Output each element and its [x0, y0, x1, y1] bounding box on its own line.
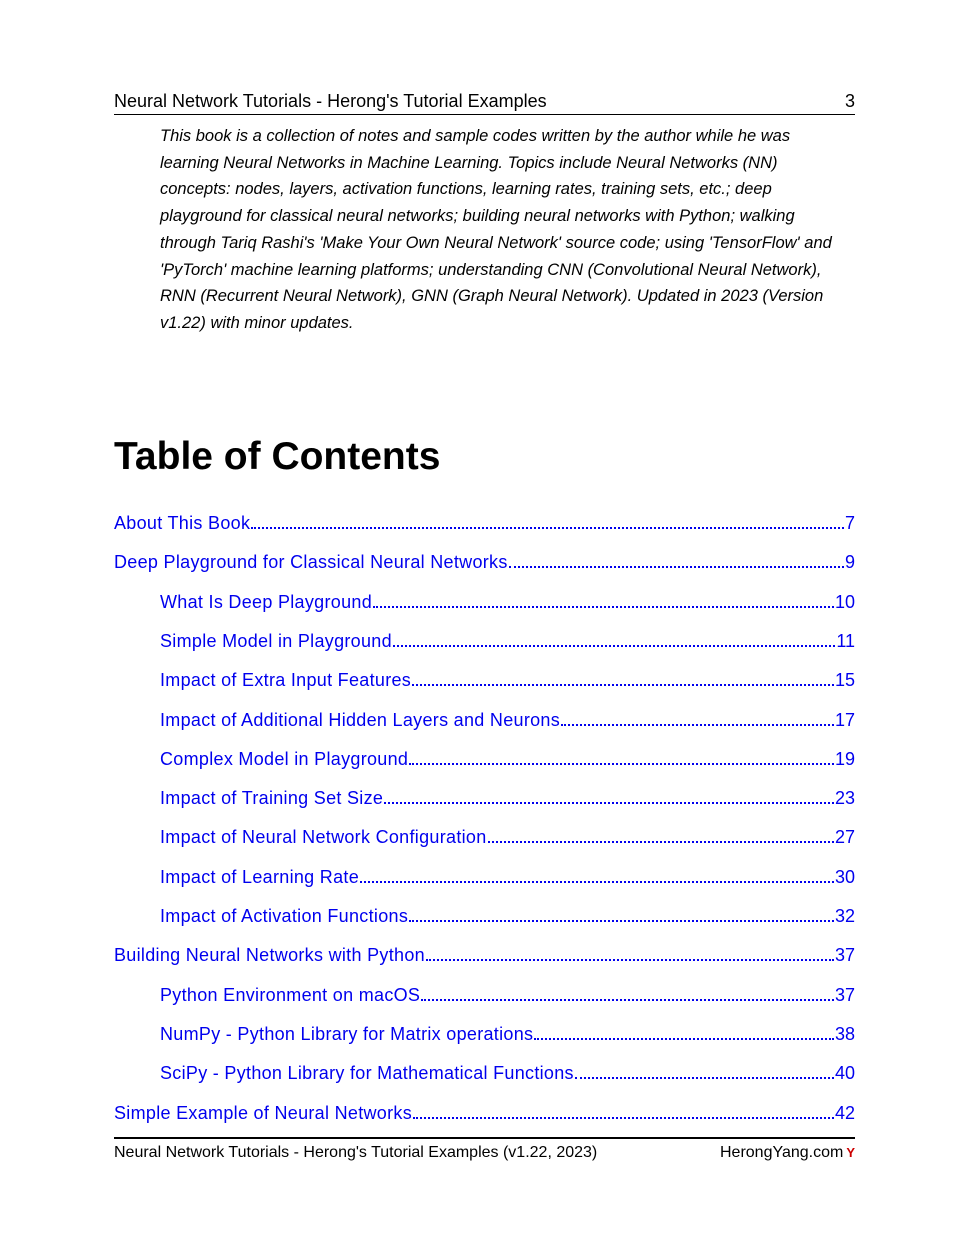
toc-leader-dots — [413, 1116, 834, 1119]
toc-leader-dots — [251, 526, 844, 529]
toc-leader-dots — [509, 565, 844, 568]
toc-entry-page: 11 — [836, 630, 855, 651]
toc-entry-page: 32 — [834, 906, 855, 926]
toc-leader-dots — [409, 919, 834, 922]
toc-entry-title: Impact of Extra Input Features — [160, 670, 412, 691]
toc-entry[interactable] — [160, 707, 855, 733]
toc-leader-dots — [421, 998, 834, 1001]
page-header — [114, 90, 855, 115]
toc-entry[interactable] — [160, 864, 855, 890]
toc-leader-dots — [384, 801, 834, 804]
toc-entry[interactable] — [160, 903, 855, 929]
toc-leader-dots — [561, 723, 834, 726]
book-abstract: This book is a collection of notes and sample codes written by the author while he was learning Neural Networks in Machine Learning. Topics include Neural Networks (NN) concepts: nodes, layers, activation functions, learning rates, training sets, etc.; deep playground for classical neural networks; building neural networks with Python; walking through Tariq Rashi's 'Make Your Own Neural Network' source code; using 'TensorFlow' and 'PyTorch' machine learning platforms; understanding CNN (Convolutional Neural Network), RNN (Recurrent Neural Network), GNN (Graph Neural Network). Updated in 2023 (Version v1.22) with minor updates. — [160, 127, 832, 332]
toc-entry-title: Impact of Neural Network Configuration — [160, 827, 487, 848]
toc-entry-page: 19 — [834, 748, 855, 769]
toc-entry[interactable] — [114, 1100, 855, 1126]
footer-site-name: HerongYang.com — [720, 1144, 844, 1161]
toc-entry-title: About This Book — [114, 513, 251, 533]
toc-entry[interactable] — [160, 628, 855, 654]
toc-entry-page: 9 — [844, 552, 855, 573]
toc-entry-title: Impact of Activation Functions — [160, 906, 409, 926]
toc-entry-page: 7 — [844, 513, 855, 533]
toc-entry-page: 37 — [834, 945, 855, 966]
toc-leader-dots — [426, 958, 834, 961]
toc-entry[interactable] — [114, 510, 855, 536]
toc-entry-page: 10 — [834, 591, 855, 612]
toc-leader-dots — [373, 605, 834, 608]
toc-entry-title: Building Neural Networks with Python — [114, 945, 425, 966]
toc-entry-title: Complex Model in Playground — [160, 748, 409, 769]
toc-leader-dots — [412, 683, 834, 686]
toc-entry-title: Python Environment on macOS — [160, 984, 421, 1005]
toc-entry-page: 42 — [834, 1102, 855, 1123]
toc-leader-dots — [534, 1037, 834, 1040]
toc-entry-page: 23 — [834, 788, 855, 809]
toc-entry-page: 15 — [834, 670, 855, 691]
toc-entry[interactable] — [160, 982, 855, 1008]
toc-entry-page: 17 — [834, 709, 855, 730]
toc-entry-title: Impact of Additional Hidden Layers and Neurons — [160, 709, 561, 730]
toc-entry[interactable] — [160, 589, 855, 615]
header-title: Neural Network Tutorials - Herong's Tutorial Examples — [114, 91, 547, 111]
toc-entry-title: Simple Example of Neural Networks — [114, 1102, 413, 1123]
toc-leader-dots — [393, 644, 835, 647]
toc-entry-page: 30 — [834, 866, 855, 887]
toc-entry-title: SciPy - Python Library for Mathematical Functions — [160, 1063, 574, 1084]
toc-entry[interactable] — [160, 824, 855, 850]
toc-entry[interactable] — [160, 667, 855, 693]
toc-entry[interactable] — [160, 1060, 855, 1086]
toc-entry[interactable] — [160, 785, 855, 811]
toc-leader-dots — [575, 1076, 834, 1079]
toc-leader-dots — [409, 762, 834, 765]
toc-entry-title: Deep Playground for Classical Neural Networks — [114, 552, 508, 573]
toc-leader-dots — [488, 840, 834, 843]
footer-brand — [720, 1143, 855, 1163]
toc-entry[interactable] — [160, 746, 855, 772]
page-footer — [114, 1137, 855, 1163]
footer-book-title: Neural Network Tutorials - Herong's Tutorial Examples (v1.22, 2023) — [114, 1144, 598, 1161]
toc-entry-title: Impact of Training Set Size — [160, 788, 384, 809]
toc-entry-title: NumPy - Python Library for Matrix operations — [160, 1023, 534, 1044]
toc-entry-title: Simple Model in Playground — [160, 630, 392, 651]
toc-entry-page: 27 — [834, 827, 855, 848]
toc-entry-page: 40 — [834, 1063, 855, 1084]
herongyang-logo-icon: Y — [846, 1145, 855, 1160]
toc-entry-page: 38 — [834, 1023, 855, 1044]
toc-title: Table of Contents — [114, 435, 441, 478]
toc-entry[interactable] — [160, 1021, 855, 1047]
toc-leader-dots — [360, 880, 834, 883]
toc-entry-title: Impact of Learning Rate — [160, 866, 360, 887]
page-number: 3 — [844, 91, 855, 111]
toc-entry-page: 37 — [834, 984, 855, 1005]
toc-entry[interactable] — [114, 549, 855, 575]
toc-entry-title: What Is Deep Playground — [160, 591, 373, 612]
toc-entry[interactable] — [114, 942, 855, 968]
